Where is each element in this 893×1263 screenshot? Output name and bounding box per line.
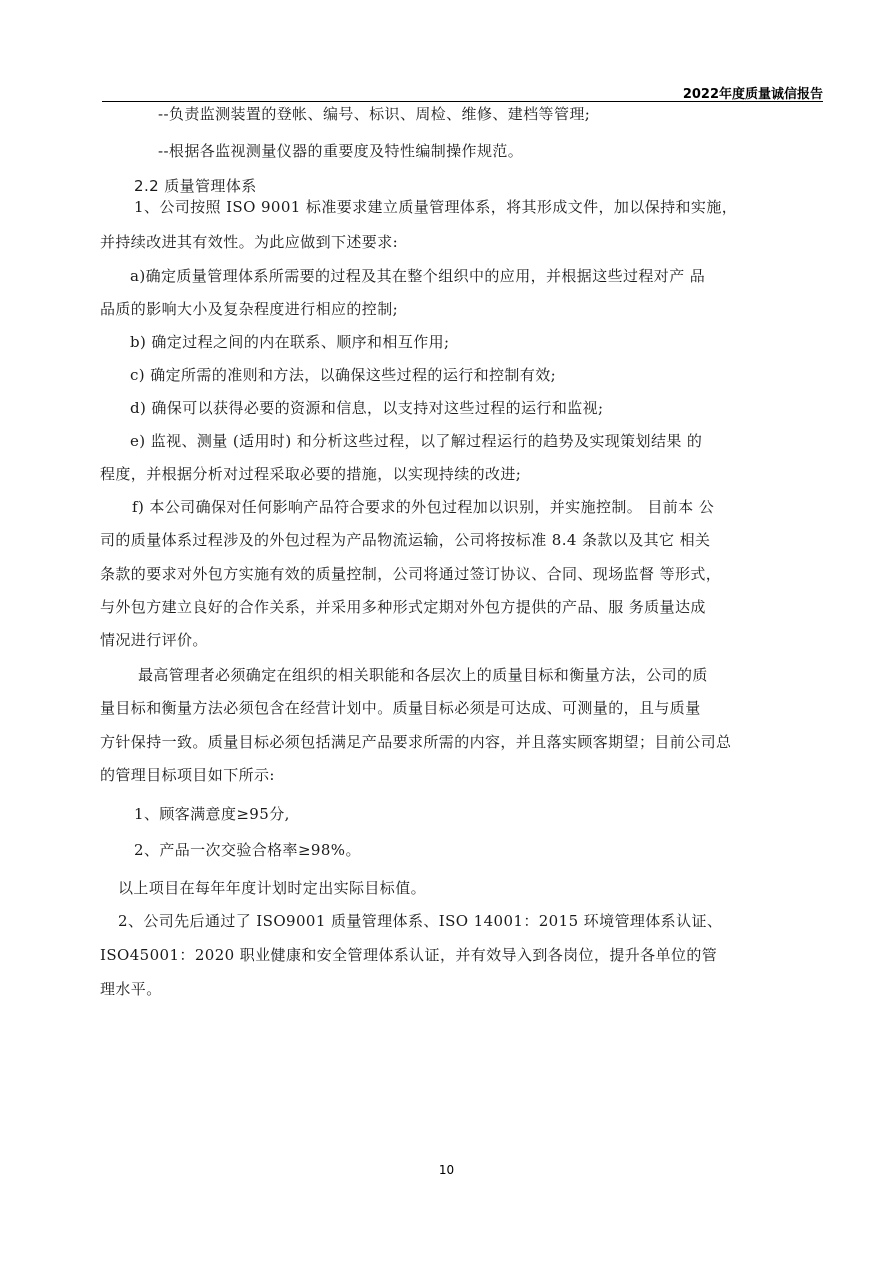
text-line: --负责监测装置的登帐、编号、标识、周检、维修、建档等管理; — [158, 105, 591, 123]
text-line: c) 确定所需的准则和方法，以确保这些过程的运行和控制有效; — [130, 366, 557, 384]
report-header-title: 2022年度质量诚信报告 — [682, 87, 823, 102]
text-line: f) 本公司确保对任何影响产品符合要求的外包过程加以识别，并实施控制。 目前本 公 — [132, 498, 715, 516]
text-line: 最高管理者必须确定在组织的相关职能和各层次上的质量目标和衡量方法，公司的质 — [138, 666, 708, 684]
page-number: 10 — [438, 1163, 455, 1177]
text-line: 品质的影响大小及复杂程度进行相应的控制; — [100, 300, 399, 318]
text-line: 司的质量体系过程涉及的外包过程为产品物流运输，公司将按标准 8.4 条款以及其它 相关 — [100, 531, 711, 549]
text-line: 并持续改进其有效性。为此应做到下述要求: — [100, 233, 399, 251]
text-line: 2、公司先后通过了 ISO9001 质量管理体系、ISO 14001：2015 环境管理体系认证、 — [118, 912, 723, 930]
text-line: 量目标和衡量方法必须包含在经营计划中。质量目标必须是可达成、可测量的，且与质量 — [100, 699, 701, 717]
header-divider — [102, 101, 823, 102]
text-line: e) 监视、测量 (适用时) 和分析这些过程，以了解过程运行的趋势及实现策划结果 的 — [130, 432, 703, 450]
text-line: 方针保持一致。质量目标必须包括满足产品要求所需的内容，并且落实顾客期望；目前公司总 — [100, 733, 732, 751]
text-line: 情况进行评价。 — [100, 631, 208, 649]
text-line: 以上项目在每年年度计划时定出实际目标值。 — [118, 879, 427, 897]
text-line: a)确定质量管理体系所需要的过程及其在整个组织中的应用，并根据这些过程对产 品 — [130, 267, 706, 285]
text-line: d) 确保可以获得必要的资源和信息，以支持对这些过程的运行和监视; — [130, 399, 604, 417]
text-line: 1、公司按照 ISO 9001 标准要求建立质量管理体系，将其形成文件，加以保持和实施， — [134, 198, 738, 216]
text-line: 条款的要求对外包方实施有效的质量控制，公司将通过签订协议、合同、现场监督 等形式， — [100, 565, 722, 583]
text-line: --根据各监视测量仪器的重要度及特性编制操作规范。 — [158, 142, 524, 160]
section-heading: 2.2 质量管理体系 — [134, 177, 257, 195]
goal-item: 1、顾客满意度≥95分, — [134, 805, 290, 823]
goal-item: 2、产品一次交验合格率≥98%。 — [134, 841, 361, 859]
text-line: ISO45001：2020 职业健康和安全管理体系认证，并有效导入到各岗位，提升各单位的管 — [100, 946, 718, 964]
text-line: b) 确定过程之间的内在联系、顺序和相互作用; — [130, 333, 450, 351]
text-line: 理水平。 — [100, 980, 162, 998]
text-line: 的管理目标项目如下所示: — [100, 766, 275, 784]
text-line: 与外包方建立良好的合作关系，并采用多种形式定期对外包方提供的产品、服 务质量达成 — [100, 598, 706, 616]
text-line: 程度，并根据分析对过程采取必要的措施，以实现持续的改进; — [100, 465, 522, 483]
